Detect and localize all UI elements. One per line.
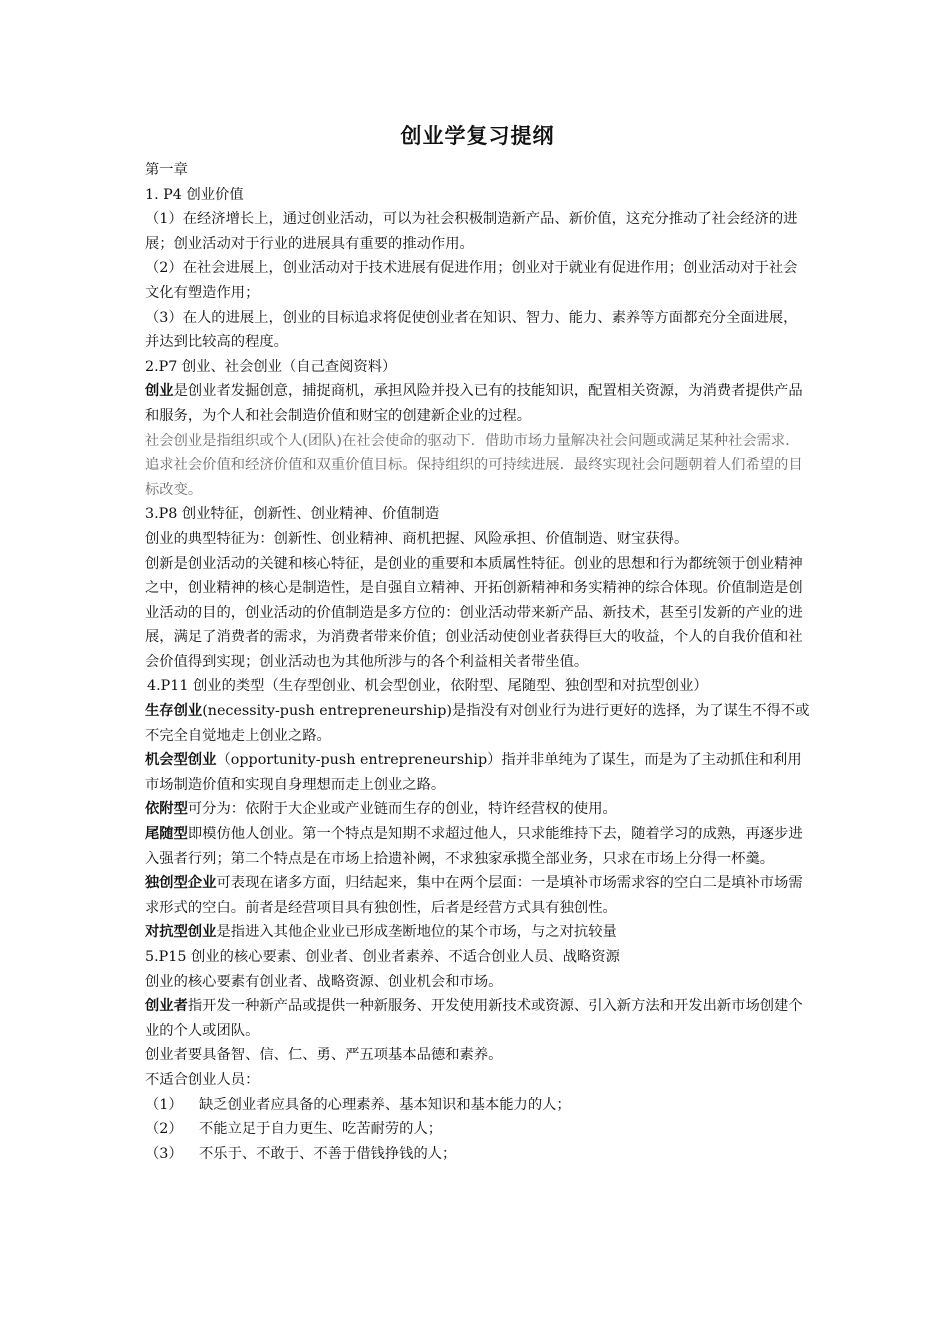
keyword: 独创型企业 — [145, 875, 217, 892]
keyword: 机会型创业 — [145, 752, 217, 769]
section-1-para-3: （3）在人的进展上，创业的目标追求将促使创业者在知识、智力、能力、素养等方面都充分全面进展，并达到比较高的程度。 — [145, 309, 798, 351]
section-5-para-2: 创业者要具备智、信、仁、勇、严五项基本品德和素养。 — [145, 1047, 503, 1064]
section-5-definition: 创业者指开发一种新产品或提供一种新服务、开发使用新技术或资源、引入新方法和开发出新市场创建个业的个人或团队。 — [145, 998, 803, 1039]
keyword: 创业者 — [145, 998, 188, 1015]
section-4-item-1: 生存创业(necessity-push entrepreneurship)是指没有对创业行为进行更好的选择，为了谋生不得不或不完全自觉地走上创业之路。 — [145, 703, 810, 744]
section-5-heading: 5.P15 创业的核心要素、创业者、创业者素养、不适合创业人员、战略资源 — [145, 949, 620, 965]
keyword: 依附型 — [145, 801, 188, 818]
keyword: 生存创业 — [145, 703, 203, 720]
list-item: （1） 缺乏创业者应具备的心理素养、基本知识和基本能力的人； — [145, 1096, 571, 1113]
section-4-item-6: 对抗型创业是指进入其他企业业已形成垄断地位的某个市场，与之对抗较量 — [145, 924, 617, 941]
section-2-definition: 创业是创业者发掘创意，捕捉商机，承担风险并投入已有的技能知识，配置相关资源，为消费者提供产品和服务，为个人和社会制造价值和财宝的创建新企业的过程。 — [145, 383, 803, 424]
section-4-item-2: 机会型创业（opportunity-push entrepreneurship）指并非单纯为了谋生，而是为了主动抓住和利用市场制造价值和实现自身理想而走上创业之路。 — [145, 752, 802, 793]
section-5-para-3: 不适合创业人员： — [145, 1071, 260, 1088]
document-body — [145, 120, 810, 1166]
keyword: 尾随型 — [145, 826, 188, 843]
section-4-heading: 4.P11 创业的类型（生存型创业、机会型创业，依附型、尾随型、独创型和对抗型创业） — [147, 678, 708, 695]
section-2-heading: 2.P7 创业、社会创业（自己查阅资料） — [145, 358, 397, 375]
keyword: 对抗型创业 — [145, 924, 217, 941]
section-1-para-2: （2）在社会进展上，创业活动对于技术进展有促进作用；创业对于就业有促进作用；创业活动对于社会文化有塑造作用； — [145, 260, 798, 301]
section-1-para-1: （1）在经济增长上，通过创业活动，可以为社会积极制造新产品、新价值，这充分推动了社会经济的进展；创业活动对于行业的进展具有重要的推动作用。 — [145, 211, 798, 252]
section-3-para-1: 创业的典型特征为：创新性、创业精神、商机把握、风险承担、价值制造、财宝获得。 — [145, 530, 689, 547]
list-item: （2） 不能立足于自力更生、吃苦耐劳的人； — [145, 1121, 443, 1138]
chapter-heading: 第一章 — [145, 162, 188, 178]
section-1-heading: 1. P4 创业价值 — [145, 186, 244, 203]
section-3-para-2: 创新是创业活动的关键和核心特征，是创业的重要和本质属性特征。创业的思想和行为都统领于创业精神之中，创业精神的核心是制造性，是自强自立精神、开拓创新精神和务实精神的综合体现。价值制造是创业活动的目的，创业活动的价值制造是多方位的：创业活动带来新产品、新技术，甚至引发新的产业的进展，满足了消费者的需求，为消费者带来价值；创业活动使创业者获得巨大的收益，个人的自我价值和社会价值得到实现；创业活动也为其他所涉与的各个利益相关者带坐值。 — [145, 555, 803, 670]
page-title: 创业学复习提纲 — [400, 124, 555, 148]
section-3-heading: 3.P8 创业特征，创新性、创业精神、价值制造 — [145, 506, 440, 523]
section-4-item-3: 依附型可分为：依附于大企业或产业链而生存的创业，特许经营权的使用。 — [145, 801, 617, 818]
section-2-social-entrepreneurship: 社会创业是指组织或个人(团队)在社会使命的驱动下．借助市场力量解决社会问题或满足某种社会需求．追求社会价值和经济价值和双重价值目标。保持组织的可持续进展．最终实现社会问题朝着人们希望的目标改变。 — [145, 432, 803, 498]
section-5-para-1: 创业的核心要素有创业者、战略资源、创业机会和市场。 — [145, 973, 503, 990]
section-4-item-4: 尾随型即模仿他人创业。第一个特点是知期不求超过他人，只求能维持下去，随着学习的成熟，再逐步进入强者行列；第二个特点是在市场上拾遗补阙，不求独家承揽全部业务，只求在市场上分得一杯羹。 — [145, 826, 803, 867]
list-item: （3） 不乐于、不敢于、不善于借钱挣钱的人； — [145, 1145, 457, 1162]
section-4-item-5: 独创型企业可表现在诸多方面，归结起来，集中在两个层面：一是填补市场需求容的空白二是填补市场需求形式的空白。前者是经营项目具有独创性，后者是经营方式具有独创性。 — [145, 875, 803, 916]
keyword: 创业 — [145, 383, 174, 400]
